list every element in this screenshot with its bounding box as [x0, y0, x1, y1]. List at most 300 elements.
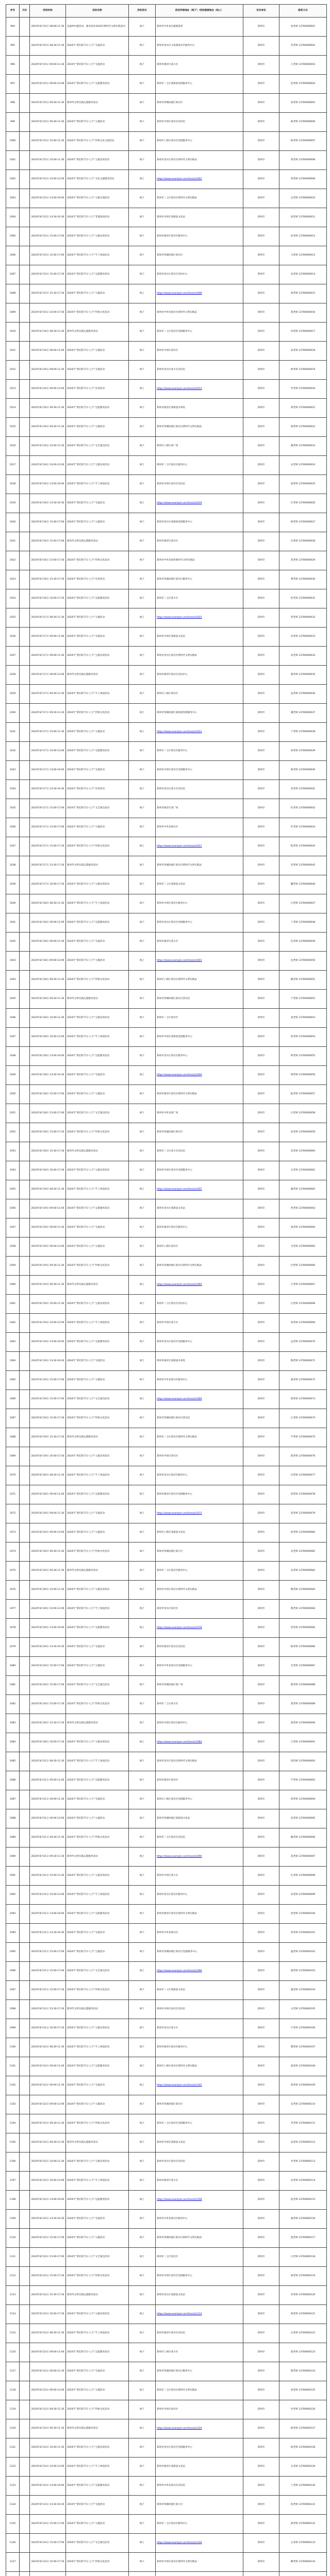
cell-name: 2024年“我们的节日·七夕”主题活动 — [66, 2095, 129, 2114]
cell-month — [20, 513, 30, 532]
cell-address: 郑州市中原区某社区新时代文明实践站 — [156, 2553, 243, 2572]
cell-index: 1074 — [6, 1543, 20, 1562]
cell-address[interactable]: https://www.example.com/live/zz1096 — [156, 1962, 243, 1981]
cell-publisher: 郑州市 — [243, 2477, 279, 2496]
cell-format: 线下 — [129, 647, 156, 666]
cell-address[interactable]: https://www.example.com/live/zz1008 — [156, 284, 243, 303]
cell-index: 1050 — [6, 1085, 20, 1104]
cell-time: 2024年8月20日 09:00-12:00 — [30, 1523, 66, 1543]
cell-address[interactable]: https://www.example.com/live/zz1126 — [156, 2534, 243, 2553]
cell-format: 线下 — [129, 2114, 156, 2133]
table-row — [6, 1657, 327, 1676]
cell-address[interactable]: https://www.example.com/live/zz1049 — [156, 1066, 243, 1085]
cell-index: 1024 — [6, 589, 20, 608]
cell-time: 2024年8月16日 10:00-11:30 — [30, 437, 66, 456]
cell-contact: 钱老师 13700000092 — [279, 1752, 327, 1771]
cell-month — [20, 2114, 30, 2133]
cell-address: 郑州市中牟县某社区 — [156, 1924, 243, 1943]
cell-month — [20, 1390, 30, 1409]
cell-month — [20, 2496, 30, 2515]
cell-month — [20, 2076, 30, 2095]
cell-address: 郑州市金水区某街道文化站 — [156, 1199, 243, 1218]
cell-index: 1124 — [6, 2496, 20, 2515]
cell-contact: 沈老师 13700000050 — [279, 952, 327, 971]
cell-publisher: 郑州市 — [243, 189, 279, 208]
cell-index: 1069 — [6, 1447, 20, 1466]
cell-name: 2024年“我们的节日·七夕”宣讲活动 — [66, 780, 129, 799]
cell-contact: 薛老师 13700000076 — [279, 1447, 327, 1466]
cell-name: 2024年“我们的节日·七夕”主题活动 — [66, 284, 129, 303]
cell-publisher: 郑州市 — [243, 913, 279, 933]
cell-format: 线下 — [129, 1257, 156, 1276]
cell-time: 2024年8月17日 14:30-16:30 — [30, 780, 66, 799]
cell-month — [20, 2229, 30, 2248]
cell-time: 2024年8月19日 15:30-17:30 — [30, 1428, 66, 1447]
cell-contact: 葛老师 13700000108 — [279, 2057, 327, 2076]
cell-contact: 岳老师 13700000122 — [279, 2324, 327, 2343]
cell-index: 1033 — [6, 761, 20, 780]
cell-address — [156, 2572, 243, 2576]
cell-address[interactable]: https://www.example.com/live/zz1043 — [156, 952, 243, 971]
cell-month — [20, 2572, 30, 2576]
cell-address[interactable]: https://www.example.com/live/zz1078 — [156, 1619, 243, 1638]
cell-index: 1113 — [6, 2286, 20, 2305]
cell-contact: 关老师 13700000129 — [279, 2458, 327, 2477]
cell-publisher: 郑州市 — [243, 1447, 279, 1466]
cell-contact: 夏老师 13700000064 — [279, 1218, 327, 1238]
table-row — [6, 2057, 327, 2076]
cell-contact: 贺老师 13700000085 — [279, 1619, 327, 1638]
cell-name: 2024年“我们的节日·七夕”志愿服务活动 — [66, 1619, 129, 1638]
table-row — [6, 1028, 327, 1047]
table-row — [6, 2496, 327, 2515]
cell-name: 2024年“我们的节日·七夕”传统文化活动 — [66, 837, 129, 856]
cell-address: 郑州市二七区某社区服务中心 — [156, 1562, 243, 1581]
cell-address[interactable]: https://www.example.com/live/zz1072 — [156, 1504, 243, 1523]
cell-time: 2024年8月21日 08:30-11:30 — [30, 1752, 66, 1771]
cell-format: 线下 — [129, 1867, 156, 1886]
cell-month — [20, 1638, 30, 1657]
cell-name: 2024年“我们的节日·七夕”志愿服务活动 — [66, 1047, 129, 1066]
cell-address: 郑州市管城回族区某社区 — [156, 94, 243, 113]
cell-format: 线下 — [129, 894, 156, 913]
cell-contact: 俞老师 13700000132 — [279, 2515, 327, 2534]
table-row — [6, 2095, 327, 2114]
cell-name: 2024年“我们的节日·七夕”传统文化活动 — [66, 551, 129, 570]
cell-address[interactable]: https://www.example.com/live/zz1120 — [156, 2419, 243, 2438]
cell-name: 新时代文明实践志愿服务活动 — [66, 1848, 129, 1867]
cell-name: 2024年“我们的节日·七夕”志愿服务活动 — [66, 1905, 129, 1924]
table-row — [6, 151, 327, 170]
cell-name: 2024年“我们的节日·七夕”主题活动 — [66, 2229, 129, 2248]
cell-name: 2024年“我们的节日·七夕”手工体验活动 — [66, 1314, 129, 1333]
cell-format: 线下 — [129, 2286, 156, 2305]
cell-contact: 杜老师 13700000042 — [279, 799, 327, 818]
cell-contact: 覃老师 13700000094 — [279, 1790, 327, 1809]
cell-index — [6, 2572, 20, 2576]
cell-time: 2024年8月21日 15:00-17:00 — [30, 1962, 66, 1981]
cell-address[interactable]: https://www.example.com/live/zz1031 — [156, 723, 243, 742]
cell-contact: 耿老师 13700000128 — [279, 2438, 327, 2458]
cell-address[interactable]: https://www.example.com/live/zz1114 — [156, 2305, 243, 2324]
cell-index: 1011 — [6, 342, 20, 361]
cell-month — [20, 189, 30, 208]
cell-name: 2024年“我们的节日·七夕”主题活动 — [66, 952, 129, 971]
cell-month — [20, 570, 30, 589]
cell-publisher: 郑州市 — [243, 666, 279, 685]
table-row — [6, 2343, 327, 2362]
cell-index: 1123 — [6, 2477, 20, 2496]
cell-contact: 廖老师 13700000062 — [279, 1180, 327, 1199]
cell-time: 2024年8月22日 15:00-17:00 — [30, 2229, 66, 2248]
cell-contact: 侯老师 13700000080 — [279, 1523, 327, 1543]
cell-publisher: 郑州市 — [243, 1676, 279, 1695]
table-row — [6, 1790, 327, 1809]
cell-time: 2024年8月17日 15:00-17:00 — [30, 818, 66, 837]
cell-format: 线下 — [129, 2019, 156, 2038]
cell-index: 1051 — [6, 1104, 20, 1123]
cell-time: 2024年8月17日 15:30-17:30 — [30, 856, 66, 875]
cell-name: 2024年“我们的节日·七夕”文艺演出活动 — [66, 437, 129, 456]
table-row — [6, 1142, 327, 1161]
cell-address[interactable]: https://www.example.com/live/zz1108 — [156, 2191, 243, 2210]
table-row — [6, 1771, 327, 1790]
table-row — [6, 2191, 327, 2210]
cell-name: 2024年“我们的节日·七夕”主题活动 — [66, 608, 129, 628]
cell-month — [20, 1314, 30, 1333]
cell-publisher: 郑州市 — [243, 323, 279, 342]
table-row — [6, 685, 327, 704]
cell-name: 2024年“我们的节日·七夕”手工体验活动 — [66, 1180, 129, 1199]
cell-address: 郑州市管城回族区某街道文化站 — [156, 1809, 243, 1828]
cell-publisher: 郑州市 — [243, 608, 279, 628]
cell-time: 2024年8月20日 09:00-11:00 — [30, 1485, 66, 1504]
table-row — [6, 56, 327, 75]
cell-address[interactable]: https://www.example.com/live/zz1002 — [156, 170, 243, 189]
cell-format: 线下 — [129, 323, 156, 342]
cell-format: 线下 — [129, 1600, 156, 1619]
cell-address: 郑州市惠济区某小区 — [156, 2172, 243, 2191]
cell-time: 2024年8月16日 09:00-12:00 — [30, 380, 66, 399]
cell-name: 2024年“我们的节日·七夕”手工体验活动 — [66, 1600, 129, 1619]
cell-address[interactable]: https://www.example.com/live/zz1066 — [156, 1390, 243, 1409]
cell-publisher: 郑州市 — [243, 742, 279, 761]
cell-address[interactable]: https://www.example.com/live/zz1025 — [156, 608, 243, 628]
table-row — [6, 1352, 327, 1371]
cell-contact: 尹老师 13700000075 — [279, 1428, 327, 1447]
cell-index: 1043 — [6, 952, 20, 971]
cell-time: 2024年8月15日 14:00-16:00 — [30, 189, 66, 208]
cell-time: 2024年8月23日 15:00-17:00 — [30, 2515, 66, 2534]
cell-month — [20, 303, 30, 323]
cell-address: 郑州市二七区某社区服务中心 — [156, 2515, 243, 2534]
cell-contact: 冯老师 13700000028 — [279, 532, 327, 551]
cell-format: 线上 — [129, 2191, 156, 2210]
cell-month — [20, 2172, 30, 2191]
cell-index: 1105 — [6, 2133, 20, 2153]
cell-name: 2024年“我们的节日·七夕”主题宣讲活动 — [66, 1581, 129, 1600]
cell-contact: 文老师 13700000105 — [279, 2000, 327, 2019]
cell-contact: 赵老师 13700000004 — [279, 75, 327, 94]
cell-address[interactable]: https://www.example.com/live/zz1102 — [156, 2076, 243, 2095]
cell-format: 线下 — [129, 513, 156, 532]
cell-time: 2024年8月15日 09:00-11:30 — [30, 56, 66, 75]
cell-time: 2024年8月15日 15:00-17:30 — [30, 265, 66, 284]
table-row — [6, 2324, 327, 2343]
cell-publisher: 郑州市 — [243, 837, 279, 856]
cell-format: 线下 — [129, 1085, 156, 1104]
cell-month — [20, 1295, 30, 1314]
cell-index: 1083 — [6, 1714, 20, 1733]
cell-format: 线上 — [129, 1733, 156, 1752]
cell-month — [20, 208, 30, 227]
cell-contact: 罗老师 13700000020 — [279, 380, 327, 399]
table-row — [6, 1848, 327, 1867]
table-row — [6, 570, 327, 589]
cell-publisher: 郑州市 — [243, 1790, 279, 1809]
cell-address: 郑州市二七区某街道文化站 — [156, 1981, 243, 2000]
cell-time: 2024年8月20日 10:00-11:30 — [30, 1581, 66, 1600]
cell-name: 2024年“我们的节日·七夕”手工体验活动 — [66, 1752, 129, 1771]
cell-format: 线下 — [129, 2362, 156, 2381]
cell-index: 998 — [6, 94, 20, 113]
cell-time: 2024年8月15日 10:00-12:00 — [30, 170, 66, 189]
cell-name: 2024年“我们的节日·七夕”文艺演出活动 — [66, 2248, 129, 2267]
cell-contact: 谢老师 13700000023 — [279, 437, 327, 456]
cell-format: 线上 — [129, 284, 156, 303]
cell-format: 线下 — [129, 1371, 156, 1390]
cell-time: 2024年8月17日 09:30-11:30 — [30, 685, 66, 704]
cell-address: 郑州市中原区某社区活动室 — [156, 475, 243, 494]
cell-month — [20, 1657, 30, 1676]
cell-address[interactable]: https://www.example.com/live/zz1084 — [156, 1733, 243, 1752]
cell-address: 郑州市中原区某社区活动室 — [156, 2000, 243, 2019]
cell-time: 2024年8月21日 15:30-17:30 — [30, 2000, 66, 2019]
cell-publisher: 郑州市 — [243, 1523, 279, 1543]
cell-publisher: 郑州市 — [243, 1009, 279, 1028]
cell-time: 2024年8月17日 09:00-11:30 — [30, 647, 66, 666]
cell-index: 1009 — [6, 303, 20, 323]
cell-publisher: 郑州市 — [243, 1905, 279, 1924]
cell-name: 2024年“我们的节日·七夕”手工体验活动 — [66, 2324, 129, 2343]
cell-address: 郑州市上街区某街道文化站 — [156, 1523, 243, 1543]
cell-address[interactable]: https://www.example.com/live/zz1055 — [156, 1180, 243, 1199]
cell-name: 2024年“我们的节日·七夕”交流活动 — [66, 933, 129, 952]
cell-format: 线下 — [129, 2095, 156, 2114]
cell-name: 2024年“我们的节日·七夕”主题宣讲活动 — [66, 647, 129, 666]
cell-month — [20, 913, 30, 933]
table-row — [6, 2534, 327, 2553]
cell-name: 2024年“我们的节日·七夕”主题活动 — [66, 1085, 129, 1104]
cell-index: 1062 — [6, 1314, 20, 1333]
table-row — [6, 437, 327, 456]
cell-index: 1096 — [6, 1962, 20, 1981]
cell-name: 2024年“我们的节日·七夕”交流活动 — [66, 1924, 129, 1943]
cell-format: 线下 — [129, 94, 156, 113]
table-row — [6, 1485, 327, 1504]
cell-time: 2024年8月21日 15:00-17:00 — [30, 1943, 66, 1962]
table-row — [6, 2019, 327, 2038]
cell-format: 线下 — [129, 666, 156, 685]
cell-month — [20, 1104, 30, 1123]
cell-month — [20, 2095, 30, 2114]
cell-address[interactable]: https://www.example.com/live/zz1060 — [156, 1276, 243, 1295]
cell-month — [20, 1009, 30, 1028]
cell-month — [20, 113, 30, 132]
cell-publisher: 郑州市 — [243, 2248, 279, 2267]
cell-name: 2024年“我们的节日·七夕”手工体验活动 — [66, 246, 129, 265]
cell-month — [20, 2477, 30, 2496]
cell-publisher: 郑州市 — [243, 2210, 279, 2229]
cell-contact: 詹老师 13700000125 — [279, 2381, 327, 2400]
cell-address[interactable]: https://www.example.com/live/zz1037 — [156, 837, 243, 856]
cell-index: 1092 — [6, 1886, 20, 1905]
cell-publisher: 郑州市 — [243, 1962, 279, 1981]
cell-address: 郑州市中原区某街道文化站 — [156, 628, 243, 647]
cell-address: 郑州市中牟县某社区新时代文明实践站 — [156, 303, 243, 323]
cell-format: 线下 — [129, 1218, 156, 1238]
cell-publisher: 郑州市 — [243, 1333, 279, 1352]
table-row — [6, 303, 327, 323]
cell-time: 2024年8月18日 14:30-16:30 — [30, 1066, 66, 1085]
cell-name: 2024年“我们的节日·七夕”传统文化活动 — [66, 2553, 129, 2572]
cell-address[interactable]: https://www.example.com/live/zz1019 — [156, 494, 243, 513]
cell-time: 2024年8月19日 15:00-17:00 — [30, 1371, 66, 1390]
cell-index: 1127 — [6, 2553, 20, 2572]
cell-format: 线下 — [129, 437, 156, 456]
cell-name: 2024年“我们的节日·七夕”志愿服务活动 — [66, 589, 129, 608]
cell-month — [20, 437, 30, 456]
cell-time: 2024年8月15日 08:30-11:30 — [30, 37, 66, 56]
cell-name: 2024年“我们的节日·七夕”主题交流活动 — [66, 189, 129, 208]
cell-format: 线上 — [129, 1180, 156, 1199]
cell-month — [20, 2000, 30, 2019]
cell-month — [20, 532, 30, 551]
cell-contact: 邵老师 13700000090 — [279, 1714, 327, 1733]
cell-name: 2024年“我们的节日·七夕”传统文化活动 — [66, 1123, 129, 1142]
table-row — [6, 1238, 327, 1257]
cell-address: 郑州市管城回族区某小区 — [156, 1543, 243, 1562]
cell-publisher: 郑州市 — [243, 170, 279, 189]
cell-publisher: 郑州市 — [243, 1390, 279, 1409]
table-row — [6, 608, 327, 628]
table-row — [6, 246, 327, 265]
cell-contact: 邢老师 13700000109 — [279, 2076, 327, 2095]
cell-publisher: 郑州市 — [243, 1848, 279, 1867]
cell-format: 线上 — [129, 2534, 156, 2553]
cell-contact: 叶老师 13700000043 — [279, 818, 327, 837]
cell-format: 线下 — [129, 2458, 156, 2477]
cell-month — [20, 2534, 30, 2553]
cell-month — [20, 856, 30, 875]
cell-publisher: 郑州市 — [243, 2057, 279, 2076]
cell-name: 2024年“我们的节日·七夕”主题宣讲活动 — [66, 2305, 129, 2324]
cell-name: 2024年“我们的节日·七夕”传统文化活动 — [66, 971, 129, 990]
cell-name: 新时代文明实践志愿服务活动 — [66, 2286, 129, 2305]
cell-name: 2024年“我们的节日·七夕”手工体验活动 — [66, 475, 129, 494]
cell-time: 2024年8月20日 10:00-12:00 — [30, 1600, 66, 1619]
header-cell-name: 活动名称 — [66, 5, 129, 18]
cell-index: 1021 — [6, 532, 20, 551]
cell-name: 2024年“我们的节日·七夕”手工体验活动 — [66, 1466, 129, 1485]
cell-address: 郑州市惠济区某广场 — [156, 799, 243, 818]
cell-name: 2024年“我们的节日·七夕”志愿服务活动 — [66, 1199, 129, 1218]
cell-contact: 倪老师 13700000117 — [279, 2229, 327, 2248]
cell-publisher: 郑州市 — [243, 971, 279, 990]
cell-month — [20, 704, 30, 723]
cell-contact: 杨老师 13700000007 — [279, 132, 327, 151]
cell-address: 郑州市二七区某街道党群服务中心 — [156, 75, 243, 94]
cell-publisher: 郑州市 — [243, 1180, 279, 1199]
cell-address[interactable]: https://www.example.com/live/zz1090 — [156, 1848, 243, 1867]
cell-time: 2024年8月22日 10:00-11:30 — [30, 2153, 66, 2172]
cell-contact: 章老师 13700000120 — [279, 2286, 327, 2305]
cell-address: 郑州市管城回族区某社区活动室 — [156, 1409, 243, 1428]
cell-publisher: 郑州市 — [243, 1085, 279, 1104]
cell-time: 2024年8月16日 15:00-17:00 — [30, 513, 66, 532]
cell-name: 新时代文明实践志愿服务活动 — [66, 532, 129, 551]
cell-name: 2024年“我们的节日·七夕”志愿服务活动 — [66, 75, 129, 94]
cell-format: 线下 — [129, 1142, 156, 1161]
cell-name: 新时代文明实践志愿服务活动 — [66, 1428, 129, 1447]
cell-month — [20, 1771, 30, 1790]
cell-format: 线下 — [129, 1543, 156, 1562]
cell-index: 1115 — [6, 2324, 20, 2343]
cell-publisher: 郑州市 — [243, 2172, 279, 2191]
cell-publisher: 郑州市 — [243, 685, 279, 704]
cell-contact: 袁老师 13700000036 — [279, 685, 327, 704]
cell-publisher: 郑州市 — [243, 1809, 279, 1828]
cell-time: 2024年8月15日 15:00-17:00 — [30, 227, 66, 246]
cell-publisher: 郑州市 — [243, 818, 279, 837]
cell-index: 995 — [6, 37, 20, 56]
cell-name: 2024年“我们的节日·七夕”主题活动 — [66, 1523, 129, 1543]
cell-name: 2024年“我们的节日·七夕”手工体验活动 — [66, 894, 129, 913]
cell-month — [20, 742, 30, 761]
cell-publisher: 郑州市 — [243, 2496, 279, 2515]
cell-time: 2024年8月18日 09:30-11:30 — [30, 971, 66, 990]
cell-index: 1046 — [6, 1009, 20, 1028]
cell-publisher: 郑州市 — [243, 2362, 279, 2381]
cell-index: 1089 — [6, 1828, 20, 1848]
cell-time: 2024年8月16日 15:00-17:30 — [30, 551, 66, 570]
cell-name: 2024年“我们的节日·七夕”主题活动 — [66, 1371, 129, 1390]
table-row — [6, 1218, 327, 1238]
table-row — [6, 532, 327, 551]
cell-name: 2024年“我们的节日·七夕”主题活动 — [66, 2381, 129, 2400]
cell-time — [30, 2572, 66, 2576]
cell-address[interactable]: https://www.example.com/live/zz1013 — [156, 380, 243, 399]
cell-index: 1119 — [6, 2400, 20, 2419]
cell-address: 郑州市管城回族区某社区新时代文明实践站 — [156, 418, 243, 437]
cell-time: 2024年8月21日 16:00-17:30 — [30, 2019, 66, 2038]
table-row — [6, 1257, 327, 1276]
cell-time: 2024年8月21日 09:00-11:30 — [30, 1790, 66, 1809]
cell-time: 2024年8月20日 15:00-17:00 — [30, 1657, 66, 1676]
cell-address: 郑州市惠济区某街道办事处 — [156, 399, 243, 418]
cell-month — [20, 170, 30, 189]
cell-time: 2024年8月19日 14:00-16:00 — [30, 1333, 66, 1352]
cell-publisher: 郑州市 — [243, 589, 279, 608]
cell-contact: 黄老师 13700000008 — [279, 151, 327, 170]
cell-address: 郑州市中原区某小区 — [156, 1314, 243, 1333]
cell-format: 线下 — [129, 990, 156, 1009]
cell-index: 1023 — [6, 570, 20, 589]
table-row — [6, 1390, 327, 1409]
cell-name: 2024年“我们的节日·七夕”传统文化活动 — [66, 1695, 129, 1714]
cell-time: 2024年8月20日 15:30-17:30 — [30, 1714, 66, 1733]
cell-index: 1012 — [6, 361, 20, 380]
